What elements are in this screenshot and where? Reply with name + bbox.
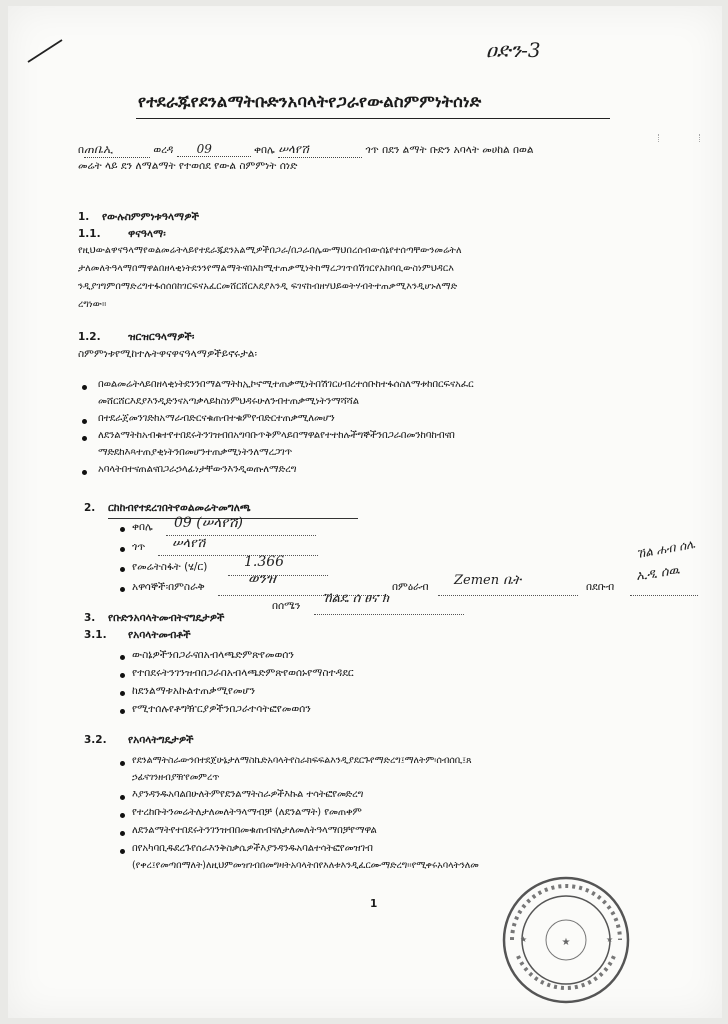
section3-2-number: 3.2. <box>84 734 107 746</box>
area-fill-line <box>228 575 328 576</box>
section3-1-heading: የአባላትመብቶች <box>128 629 191 641</box>
bullet-icon <box>120 813 125 818</box>
official-stamp-icon <box>498 872 634 1008</box>
duties-bullet: የደንልማትስራውንበተደጀሁኔታለማስኬድአባላትየስራክፍፍልእንዲያደርጉየማድረግ፤ማለትም፡ሰብሰቢ፤ጸ <box>132 755 472 766</box>
title-underline <box>136 118 610 119</box>
intro-kebele-value: ሠላየሽ <box>278 142 362 158</box>
intro-woreda-handwritten: ጠቤኢ <box>84 142 150 158</box>
bullet-icon <box>120 567 125 572</box>
rights-bullet: የተበደሩትንገንዝብበጋራበአብላጫድምጽየወሰኑየማስተዳደር <box>132 667 354 679</box>
bullet-icon <box>120 795 125 800</box>
svg-text:★: ★ <box>561 937 571 948</box>
rights-bullet: የሚተሰሉየቶግዥርያዎችንበጋራተሳትፎየመወሰን <box>132 703 311 715</box>
svg-text:★: ★ <box>606 935 614 944</box>
south-value: ኢዲ ሰዉ <box>635 563 681 584</box>
bullet-icon <box>120 691 125 696</box>
section3-heading: የቡድንአባላትመብትናግዴታዎች <box>108 612 225 624</box>
neighbors-label: አዋሳኞች፡በምስራቅ <box>132 581 205 593</box>
section1-2-bullet: በተደራጀመንገድከአማራብድርናቁጠብተቁምየብድርተጠቃሚለመሆን <box>98 413 335 424</box>
page-number: 1 <box>370 898 378 910</box>
south-label: በደቡብ <box>586 581 615 593</box>
section1-2-bullet: አባላትበተናጠልናበጋራኃላፊነታቸውንእንዲወጡለማድረግ <box>98 464 297 475</box>
pen-mark-icon <box>26 36 66 66</box>
duties-bullet-cont: ኃፊናገንዘብያዥየመምረጥ <box>132 772 220 783</box>
section1-1-text-line: ረግነው። <box>78 299 107 310</box>
document-title: የተደራጁየደንልማትቡድንአባላትየጋራየውልስምምነትሰነድ <box>138 92 482 111</box>
bullet-icon <box>82 385 87 390</box>
rights-bullet: ከደንልማቱአኩልተጠቃሚየመሆን <box>132 685 256 697</box>
section1-2-bullet: በወልመሬትላይበዘላቂነትደንንበማልማትከኢኮኖሚተጠቃሚነትበሽገርሀብረተሰቡከተፋሰስለማቱከበርፍናአፈር <box>98 379 474 390</box>
document-page <box>8 6 722 1018</box>
bullet-icon <box>120 831 125 836</box>
intro-woreda-label: ወረዳ <box>153 144 174 156</box>
east-value: ወንዝ <box>248 571 276 587</box>
section1-2-intro: ስምምነቱየሚከተሉትዋናዋናዓላማዎችይኖሩታል፡ <box>78 348 257 360</box>
bullet-icon <box>120 673 125 678</box>
south-fill-line <box>630 595 698 596</box>
bullet-icon <box>120 587 125 592</box>
section3-number: 3. <box>84 612 96 624</box>
west-label: በምዕራብ <box>392 581 429 593</box>
intro-line-1 <box>78 142 534 158</box>
bullet-icon <box>120 709 125 714</box>
area-value: 1.366 <box>244 554 285 570</box>
north-value: ኸልዴ ሰ ፀና ክ <box>322 591 389 606</box>
reference-number: ዐድን-3 <box>486 38 541 62</box>
section1-1-text-line: ንዲያገግምበማድረግተፋሰሰበከገርፍናአፈርመሸርሸርእደያእንዲ ፍገናከብዘሃህይወትሃብትተጠቃሚእንዲሆኑለማድ <box>78 281 458 292</box>
section3-2-heading: የአባላትግዴታዎች <box>128 734 194 746</box>
west-value: Zemen ቤት <box>454 573 522 588</box>
north-label: በሰሜን <box>272 600 301 612</box>
section1-number: 1. <box>78 211 90 223</box>
bullet-icon <box>120 547 125 552</box>
section1-2-bullet-cont: ማድደከእጻተጠያቂነትንበመሆንተጠቃሚነትንለማረጋገጥ <box>98 447 293 458</box>
duties-bullet: በየአካባቢዱደረጉየሰራእንቅስቃሴዎችእያንዳንዱአባልተሳትፎየመዝገብ <box>132 843 373 854</box>
bullet-icon <box>82 436 87 441</box>
gott-value: ሠላየሽ <box>172 536 206 551</box>
rights-bullet: ውስኔዎችንበጋራናበአብላጫድምጽየመወሰን <box>132 649 294 661</box>
section2-number: 2. <box>84 502 96 514</box>
bullet-icon <box>120 527 125 532</box>
duties-bullet-cont: (የቀረ፤የመጣበማለት)ለዚህምመዝገብበመግዛትአባላትበየእለቱእንዲፈርሙማድረግ፡፡የሚቀሩአባላትንለመ <box>132 860 479 871</box>
intro-prefix: በ <box>78 144 85 156</box>
section1-1-number: 1.1. <box>78 228 101 240</box>
intro-kebele-label: ቀበሌ <box>253 144 275 156</box>
svg-text:★: ★ <box>520 935 528 944</box>
duties-bullet: እያንዳንዱአባልበሁለትምየደንልማትስራዎችእኩል ተሳትፎየመድረግ <box>132 789 364 800</box>
section1-1-text-line: ታለመለትዓላማበማዋልበዘላቂነትደንንየማልማትናበአከሚተጠቃሚነትከማረጋገጥበሽገርየአከባቢውስነምህዳርእ <box>78 263 454 274</box>
intro-woreda-value: 09 <box>177 142 251 157</box>
west-fill-line <box>438 595 578 596</box>
scan-artifact <box>658 134 700 142</box>
section1-2-heading: ዝርዝርዓላማዎች፡ <box>128 331 195 343</box>
section1-2-bullet-cont: መሸርሸርእደያእንዲድንናአጣቃላይከስነምህዳሩሁለንብተጠቃሚነትንማሻሻል <box>98 396 359 407</box>
section1-1-heading: ዋናዓላማ፡ <box>128 228 166 240</box>
section1-2-number: 1.2. <box>78 331 101 343</box>
section1-1-text-line: የዚህውልዋናዓላማየወልመሬትላይየተደራጁደንአልሚዎችበጋራ/በጋራበሌውማህበረሰብውሰኔየተሰጣቸውንመሬትለ <box>78 245 462 256</box>
bullet-icon <box>120 761 125 766</box>
gott-label: ጎጥ <box>132 541 146 553</box>
gott-fill-line <box>158 555 318 556</box>
signature-note: ኸል ሐብ ሰሌ <box>635 536 696 562</box>
bullet-icon <box>82 419 87 424</box>
intro-rest: ጎጥ በደን ልማት ቡድን አባላት መሀከል በወል <box>365 144 534 156</box>
bullet-icon <box>120 655 125 660</box>
kebele-value: 09 (ሠላየሽ) <box>174 515 243 531</box>
duties-bullet: የተረከቡትንመሬትለታለመለትዓላማብቻ (ለደንልማት) የመጠቀም <box>132 807 362 818</box>
duties-bullet: ለደንልማትየተበደሩትንገንዝብበመቁጠብናለታለመለትዓላማበቻየማዋል <box>132 825 377 836</box>
area-label: የመሬትስፋት (ሄ/ር) <box>132 561 208 573</box>
intro-line-2: መሬት ላይ ደን ለማልማት የተወሰደ የውል ስምምነት ሰነድ <box>78 160 298 172</box>
section3-1-number: 3.1. <box>84 629 107 641</box>
section1-2-bullet: ለደንልማትከአብቁተየተበደሩትንገዝብበአግባቡጥቅምላይበማዋልየተተከሉችግኞችንበጋራበመንከባከብናበ <box>98 430 455 441</box>
section1-heading: የውሉስምምነቱዓላማዎች <box>102 211 199 223</box>
section2-heading: ርከከብየተደረገበትየወልመሬትመግለጫ <box>108 502 251 514</box>
north-fill-line <box>314 614 464 615</box>
bullet-icon <box>120 849 125 854</box>
bullet-icon <box>82 470 87 475</box>
kebele-label: ቀበሌ <box>132 521 153 533</box>
